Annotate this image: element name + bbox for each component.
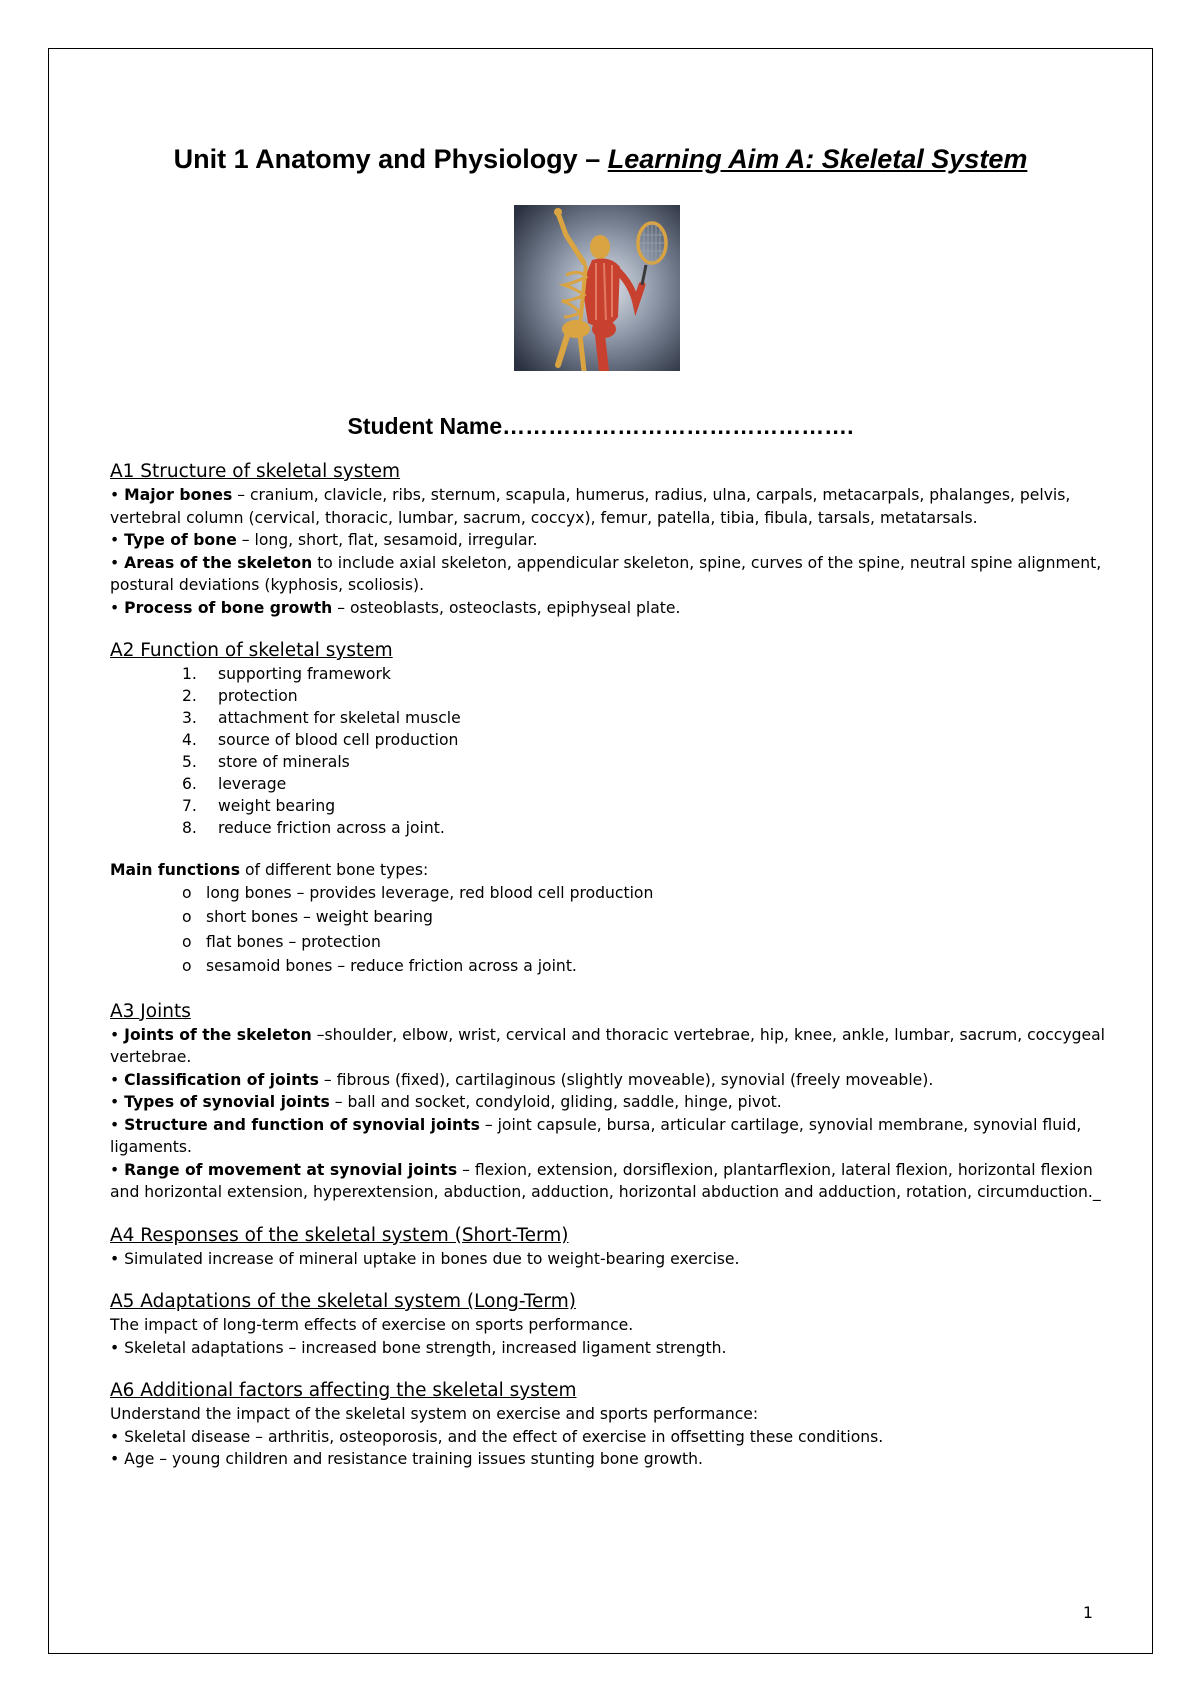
list-item: o short bones – weight bearing (182, 908, 433, 926)
a5-line: The impact of long-term effects of exercise on sports performance. (110, 1316, 634, 1334)
list-item: 3. attachment for skeletal muscle (182, 709, 461, 727)
list-item: o sesamoid bones – reduce friction across a joint. (182, 957, 577, 975)
a3-item: • Joints of the skeleton –shoulder, elbow, wrist, cervical and thoracic vertebrae, hip, knee, ankle, lumbar, sacrum, coccygeal vertebrae. (110, 1025, 1105, 1066)
student-name-line: Student Name………………………………………. (347, 413, 854, 439)
page-title (48, 144, 1153, 175)
a3-item: • Classification of joints – fibrous (fixed), cartilaginous (slightly moveable), synovial (freely moveable). (110, 1070, 934, 1089)
a6-line: • Age – young children and resistance training issues stunting bone growth. (110, 1450, 703, 1468)
title-emphasis: Learning Aim A: Skeletal System (607, 144, 1028, 174)
list-item: 8. reduce friction across a joint. (182, 819, 445, 837)
section-a5-heading: A5 Adaptations of the skeletal system (Long-Term) (110, 1291, 576, 1312)
list-item: o flat bones – protection (182, 932, 381, 951)
a3-item: • Structure and function of synovial joints – joint capsule, bursa, articular cartilage, synovial membrane, synovial fluid, ligaments. (110, 1115, 1082, 1156)
title-prefix: Unit 1 Anatomy and Physiology – (173, 144, 608, 174)
a3-item: • Range of movement at synovial joints – flexion, extension, dorsiflexion, plantarflexion, lateral flexion, horizontal flexion and horizontal extension, hyperextension, abduction, adduction, horizontal abduction and adduction, rotation, circumduction._ (110, 1160, 1101, 1201)
a4-line: • Simulated increase of mineral uptake in bones due to weight-bearing exercise. (110, 1249, 740, 1268)
section-a1-heading: A1 Structure of skeletal system (110, 461, 401, 482)
skeleton-tennis-image (514, 205, 680, 371)
list-item: o long bones – provides leverage, red blood cell production (182, 883, 654, 902)
a1-item: • Type of bone – long, short, flat, sesamoid, irregular. (110, 531, 538, 549)
section-a4-heading: A4 Responses of the skeletal system (Short-Term) (110, 1224, 569, 1246)
list-item: 5. store of minerals (182, 753, 350, 771)
a5-line: • Skeletal adaptations – increased bone strength, increased ligament strength. (110, 1338, 727, 1357)
page-number: 1 (1083, 1604, 1093, 1622)
syllabus-content (110, 460, 1120, 1471)
a1-item: • Major bones – cranium, clavicle, ribs, sternum, scapula, humerus, radius, ulna, carpals, metacarpals, phalanges, pelvis, vertebral column (cervical, thoracic, lumbar, sacrum, coccyx), femur, patella, tibia, fibula, tarsals, metatarsals. (110, 486, 1071, 527)
list-item: 1. supporting framework (182, 665, 391, 683)
a3-item: • Types of synovial joints – ball and socket, condyloid, gliding, saddle, hinge, pivot. (110, 1093, 782, 1111)
section-a6-heading: A6 Additional factors affecting the skeletal system (110, 1380, 577, 1401)
a6-line: • Skeletal disease – arthritis, osteoporosis, and the effect of exercise in offsetting these conditions. (110, 1427, 884, 1446)
section-a3-heading: A3 Joints (110, 1000, 191, 1022)
skeleton-tennis-illustration (514, 205, 680, 371)
list-item: 2. protection (182, 687, 298, 705)
function-list (110, 663, 1120, 839)
bone-types-list (110, 882, 1120, 980)
a6-line: Understand the impact of the skeletal system on exercise and sports performance: (110, 1405, 759, 1423)
list-item: 6. leverage (182, 775, 287, 793)
section-a2-heading: A2 Function of skeletal system (110, 640, 393, 661)
a1-item: • Areas of the skeleton to include axial skeleton, appendicular skeleton, spine, curves of the spine, neutral spine alignment, postural deviations (kyphosis, scoliosis). (110, 553, 1102, 594)
list-item: 4. source of blood cell production (182, 731, 459, 749)
main-functions-intro: Main functions of different bone types: (110, 861, 429, 879)
a1-item: • Process of bone growth – osteoblasts, osteoclasts, epiphyseal plate. (110, 598, 681, 617)
list-item: 7. weight bearing (182, 797, 336, 815)
